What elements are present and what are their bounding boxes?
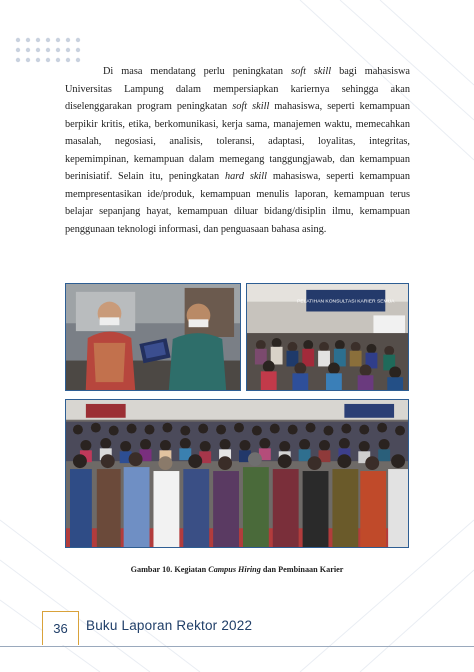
caption-prefix: Gambar 10. Kegiatan — [130, 565, 209, 574]
paragraph-text-run: mahasiswa, seperti kemampuan berpikir kritis, etika, berkomunikasi, kerja sama, manajemen waktu, memecahkan masalah, negosiasi, analisis, toleransi, adaptasi, loyalitas, integritas, kepemimpinan, kemampuan dalam memegang tanggungjawab, dan kemampuan berinisiatif. Selain itu, peningkatan — [65, 101, 411, 183]
footer-divider — [0, 646, 474, 647]
caption-suffix: dan Pembinaan Karier — [260, 565, 344, 574]
paragraph-text-run: Di masa mendatang perlu peningkatan — [103, 66, 292, 77]
photo-seminar-audience — [246, 283, 409, 391]
banner-text: PELATIHAN KONSULTASI KARIER SEMUA — [297, 299, 395, 305]
photo-group-campus-hiring — [65, 399, 409, 548]
page-number: 36 — [42, 611, 79, 645]
photo-plaque-handover — [65, 283, 241, 391]
paragraph-italic-term: soft skill — [291, 66, 332, 77]
paragraph-italic-term: hard skill — [224, 171, 268, 183]
paragraph-italic-term: soft skill — [232, 101, 270, 113]
caption-italic: Campus Hiring — [208, 565, 261, 574]
paragraph-text-run: bagi mahasiswa Universitas Lampung dalam mempersiapkan kariernya sehingga akan diselenggarakan program peningkatan — [65, 66, 410, 113]
body-paragraph — [65, 63, 410, 238]
footer-book-title: Buku Laporan Rektor 2022 — [86, 618, 253, 633]
figure-caption — [65, 565, 409, 574]
body-text — [65, 63, 410, 238]
paragraph-text-run: mahasiswa, seperti kemampuan mempresentasikan ide/produk, kemampuan menulis laporan, kemampuan terus belajar sepanjang hayat, kemampuan diluar bidang/disiplin ilmu, kemampuan penggunaan teknologi informasi, dan penguasaan bahasa asing. — [65, 171, 411, 235]
